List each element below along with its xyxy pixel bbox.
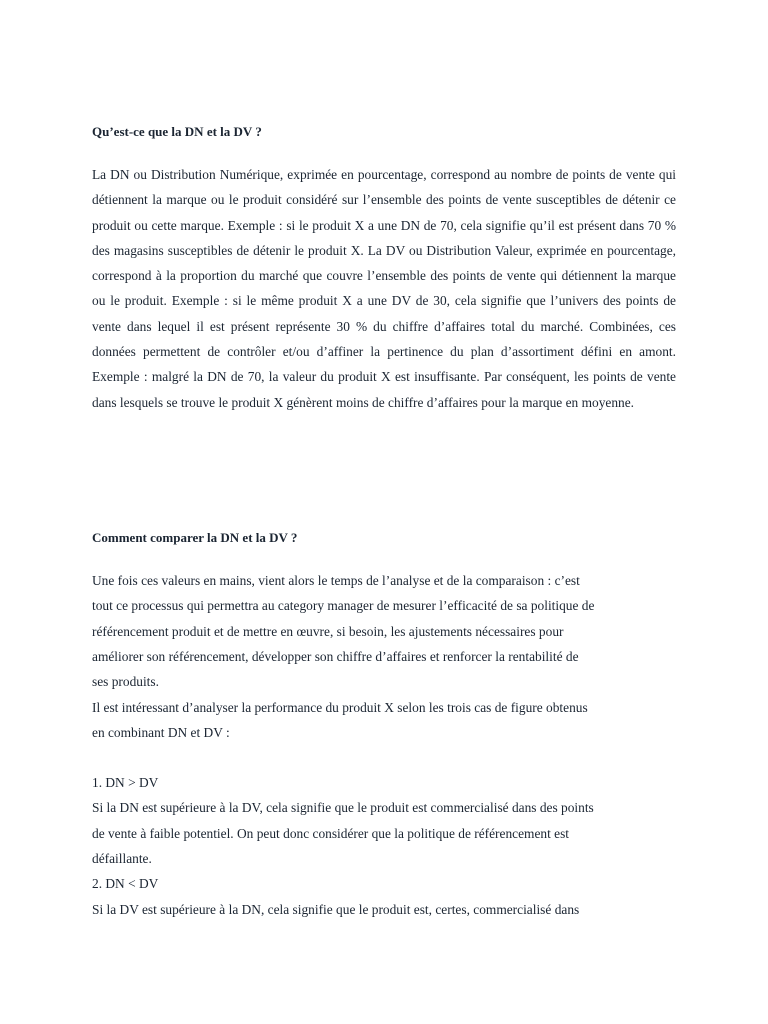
definition-paragraph: La DN ou Distribution Numérique, exprimée en pourcentage, correspond au nombre de points de vente qui détiennent la marque ou le produit considéré sur l’ensemble des points de vente susceptibles de détenir ce produit ou cette marque. Exemple : si le produit X a une DN de 70, cela signifie qu’il est présent dans 70 % des magasins susceptibles de détenir le produit X. La DV ou Distribution Valeur, exprimée en pourcentage, correspond à la proportion du marché que couvre l’ensemble des points de vente qui détiennent la marque ou le produit. Exemple : si le même produit X a une DV de 30, cela signifie que l’univers des points de vente dans lequel il est présent représente 30 % du chiffre d’affaires total du marché. Combinées, ces données permettent de contrôler et/ou d’affiner la pertinence du plan d’assortiment défini en amont. Exemple : malgré la DN de 70, la valeur du produit X est insuffisante. Par conséquent, les points de vente dans lesquels se trouve le produit X génèrent moins de chiffre d’affaires pour la marque en moyenne.: [92, 167, 676, 410]
text-line: défaillante.: [92, 851, 152, 867]
text-line: en combinant DN et DV :: [92, 725, 230, 741]
case-title-1: 1. DN > DV: [92, 775, 159, 790]
text-line: tout ce processus qui permettra au category manager de mesurer l’efficacité de sa politique de: [92, 598, 595, 614]
section-heading-compare: Comment comparer la DN et la DV ?: [92, 530, 298, 545]
text-line: de vente à faible potentiel. On peut donc considérer que la politique de référencement est: [92, 825, 570, 841]
text-line: Si la DN est supérieure à la DV, cela signifie que le produit est commercialisé dans des points: [92, 800, 594, 816]
cases-list: [92, 770, 682, 922]
text-line: ses produits.: [92, 674, 159, 690]
comparison-intro: [92, 568, 682, 745]
text-line: Une fois ces valeurs en mains, vient alors le temps de l’analyse et de la comparaison : c’est: [92, 573, 580, 588]
text-line: Il est intéressant d’analyser la performance du produit X selon les trois cas de figure obtenus: [92, 699, 588, 715]
text-line: référencement produit et de mettre en œuvre, si besoin, les ajustements nécessaires pour: [92, 623, 564, 639]
text-line: Si la DV est supérieure à la DN, cela signifie que le produit est, certes, commercialisé dans: [92, 901, 580, 917]
text-line: améliorer son référencement, développer son chiffre d’affaires et renforcer la rentabilité de: [92, 649, 579, 665]
section-heading-dn-dv: Qu’est-ce que la DN et la DV ?: [92, 124, 262, 139]
case-title-2: 2. DN < DV: [92, 876, 159, 892]
